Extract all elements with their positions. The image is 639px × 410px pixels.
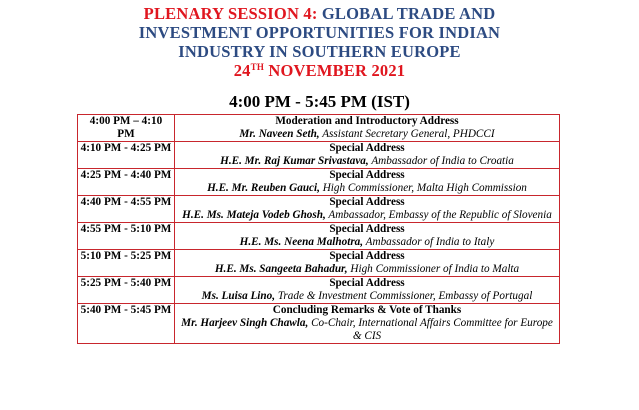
speaker-name: Ms. Luisa Lino, (201, 290, 276, 302)
session-item-title: Special Address (329, 169, 405, 181)
schedule-details (175, 250, 560, 277)
schedule-row (78, 196, 560, 223)
speaker-role: Ambassador of India to Italy (365, 236, 495, 248)
speaker-line (182, 209, 552, 221)
session-item-title: Special Address (329, 142, 405, 154)
speaker-name: H.E. Ms. Mateja Vodeb Ghosh, (182, 209, 326, 221)
session-title-line2: INVESTMENT OPPORTUNITIES FOR INDIAN (138, 23, 501, 42)
date-suffix: TH (250, 62, 265, 72)
speaker-name: Mr. Harjeev Singh Chawla, (181, 317, 309, 329)
session-time: 4:00 PM - 5:45 PM (IST) (229, 92, 410, 111)
session-title-line1: GLOBAL TRADE AND (321, 4, 496, 23)
session-title-line3: INDUSTRY IN SOUTHERN EUROPE (178, 42, 461, 61)
schedule-time: 5:25 PM - 5:40 PM (78, 277, 175, 304)
session-item-title: Special Address (329, 223, 405, 235)
speaker-name: Mr. Naveen Seth, (239, 128, 320, 140)
schedule-time: 5:40 PM - 5:45 PM (78, 304, 175, 344)
schedule-time: 4:25 PM - 4:40 PM (78, 169, 175, 196)
speaker-role: Assistant Secretary General, PHDCCI (322, 128, 495, 140)
schedule-time: 4:10 PM - 4:25 PM (78, 142, 175, 169)
session-item-title: Concluding Remarks & Vote of Thanks (272, 304, 462, 316)
session-item-title: Moderation and Introductory Address (275, 115, 459, 127)
schedule-row (78, 115, 560, 142)
speaker-line (202, 290, 533, 302)
schedule-details (175, 196, 560, 223)
speaker-role: Co-Chair, International Affairs Committee for Europe & CIS (311, 317, 553, 342)
schedule-time: 5:10 PM - 5:25 PM (78, 250, 175, 277)
schedule-row (78, 304, 560, 344)
date-rest: NOVEMBER 2021 (268, 61, 406, 80)
schedule-time: 4:55 PM - 5:10 PM (78, 223, 175, 250)
speaker-line (239, 128, 494, 140)
session-item-title: Special Address (329, 196, 405, 208)
speaker-name: H.E. Mr. Reuben Gauci, (207, 182, 320, 194)
speaker-line (215, 263, 519, 275)
speaker-role: Trade & Investment Commissioner, Embassy of Portugal (277, 290, 533, 302)
speaker-role: High Commissioner of India to Malta (350, 263, 520, 275)
session-item-title: Special Address (329, 277, 405, 289)
session-date (0, 61, 639, 80)
speaker-role: High Commissioner, Malta High Commission (322, 182, 527, 194)
heading-line-1 (0, 4, 639, 23)
speaker-line (220, 155, 514, 167)
schedule-row (78, 223, 560, 250)
date-day: 24 (233, 61, 251, 80)
schedule-details (175, 169, 560, 196)
session-heading (0, 4, 639, 80)
schedule-details (175, 142, 560, 169)
schedule-row (78, 277, 560, 304)
speaker-name: H.E. Ms. Neena Malhotra, (239, 236, 364, 248)
speaker-line (207, 182, 527, 194)
speaker-role: Ambassador, Embassy of the Republic of Slovenia (328, 209, 552, 221)
schedule-details (175, 115, 560, 142)
speaker-line (240, 236, 495, 248)
session-label: PLENARY SESSION 4: (143, 4, 318, 23)
speaker-name: H.E. Ms. Sangeeta Bahadur, (214, 263, 348, 275)
schedule-time: 4:00 PM – 4:10 PM (78, 115, 175, 142)
speaker-name: H.E. Mr. Raj Kumar Srivastava, (220, 155, 369, 167)
schedule-details (175, 304, 560, 344)
schedule-row (78, 250, 560, 277)
schedule-details (175, 223, 560, 250)
speaker-role: Ambassador of India to Croatia (371, 155, 514, 167)
schedule-row (78, 169, 560, 196)
schedule-details (175, 277, 560, 304)
schedule-table (77, 114, 560, 344)
speaker-line (181, 317, 553, 342)
session-item-title: Special Address (329, 250, 405, 262)
schedule-time: 4:40 PM - 4:55 PM (78, 196, 175, 223)
schedule-row (78, 142, 560, 169)
